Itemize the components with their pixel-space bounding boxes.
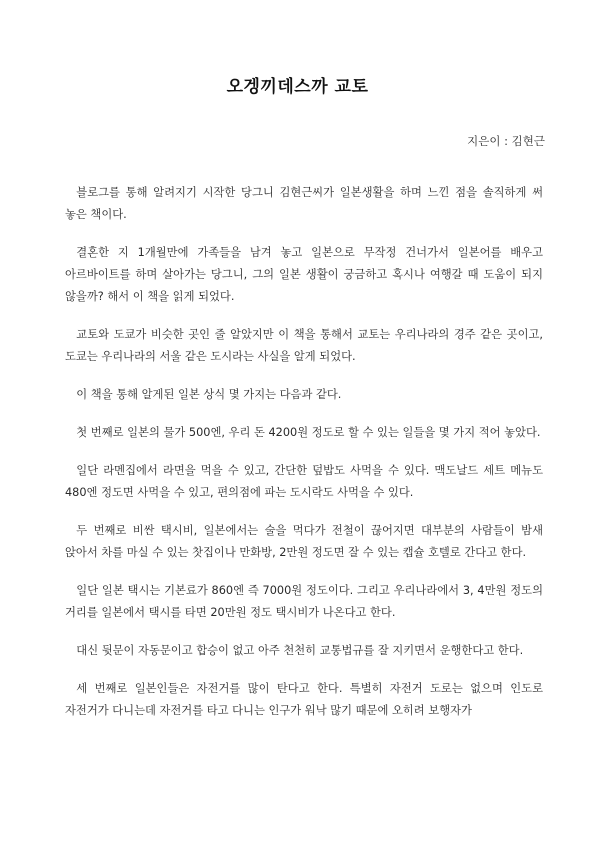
paragraph-9: 대신 뒷문이 자동문이고 합승이 없고 아주 천천히 교통법규를 잘 지키면서 운행한다고 한다. [76, 644, 524, 657]
paragraph-8: 일단 일본 택시는 기본료가 860엔 즉 7000원 정도이다. 그리고 우리나라에서 3, 4만원 정도의 거리를 일본에서 택시를 타면 20만원 정도 택시비가 나온다고 한다. [65, 584, 543, 619]
paragraph-4: 이 책을 통해 알게된 일본 상식 몇 가지는 다음과 같다. [76, 388, 342, 401]
document-title: 오겡끼데스까 교토 [226, 77, 369, 97]
paragraph-3: 교토와 도쿄가 비슷한 곳인 줄 알았지만 이 책을 통해서 교토는 우리나라의 경주 같은 곳이고, 도쿄는 우리나라의 서울 같은 도시라는 사실을 알게 되었다. [65, 328, 543, 363]
paragraph-6: 일단 라멘집에서 라면을 먹을 수 있고, 간단한 덮밥도 사먹을 수 있다. 맥도날드 세트 메뉴도 480엔 정도면 사먹을 수 있고, 편의점에 파는 도시락도 사먹을 수 있다. [65, 464, 543, 499]
paragraph-2: 결혼한 지 1개월만에 가족들을 남겨 놓고 일본으로 무작정 건너가서 일본어를 배우고 아르바이트를 하며 살아가는 당그니, 그의 일본 생활이 궁금하고 혹시나 여행갈 때 도움이 되지 않을까? 해서 이 책을 읽게 되었다. [65, 246, 543, 303]
paragraph-10: 세 번째로 일본인들은 자전거를 많이 탄다고 한다. 특별히 자전거 도로는 없으며 인도로 자전거가 다니는데 자전거를 타고 다니는 인구가 워낙 많기 때문에 오히려 보행자가 [65, 682, 543, 717]
document-body [65, 182, 543, 738]
author-line: 지은이 : 김현근 [467, 134, 545, 148]
paragraph-7: 두 번째로 비싼 택시비, 일본에서는 술을 먹다가 전철이 끊어지면 대부분의 사람들이 밤새 앉아서 차를 마실 수 있는 찻집이나 만화방, 2만원 정도면 잘 수 있는 캡슐 호텔로 간다고 한다. [65, 524, 543, 559]
paragraph-1: 블로그를 통해 알려지기 시작한 당그니 김현근씨가 일본생활을 하며 느낀 점을 솔직하게 써 놓은 책이다. [65, 186, 543, 221]
paragraph-5: 첫 번째로 일본의 물가 500엔, 우리 돈 4200원 정도로 할 수 있는 일들을 몇 가지 적어 놓았다. [76, 426, 541, 439]
